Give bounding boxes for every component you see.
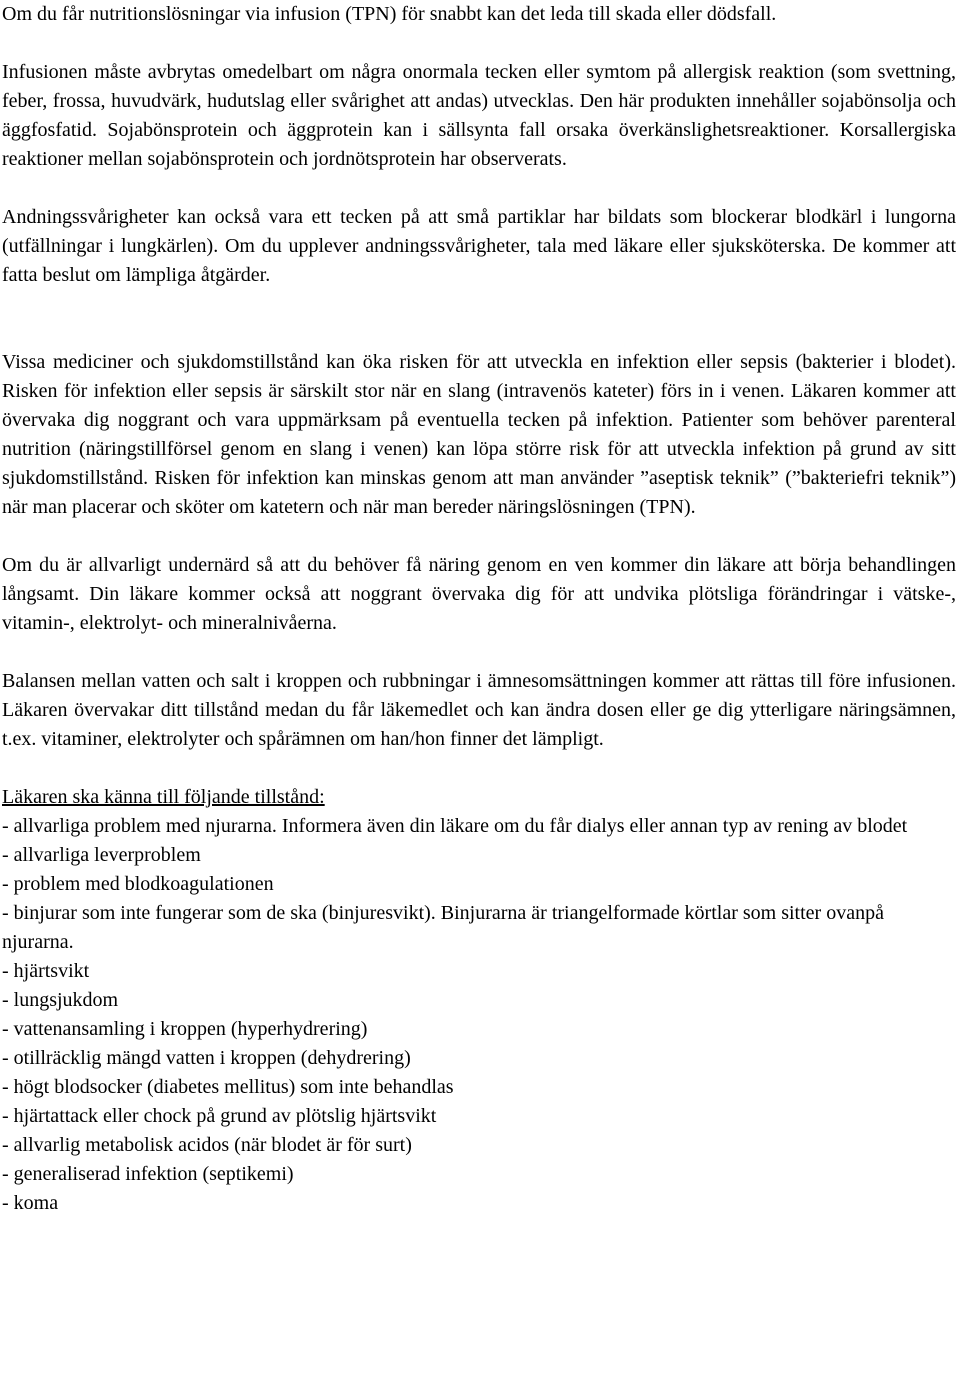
list-item: - hjärtattack eller chock på grund av plötslig hjärtsvikt <box>2 1105 437 1127</box>
paragraph-gap <box>2 754 956 783</box>
paragraph-gap <box>2 29 956 58</box>
list-item: - lungsjukdom <box>2 989 119 1011</box>
list-item: - allvarliga problem med njurarna. Informera även din läkare om du får dialys eller annan typ av rening av blodet <box>2 815 908 837</box>
paragraph-gap <box>2 522 956 551</box>
list-item: - koma <box>2 1192 59 1214</box>
paragraph-infection-risk: Vissa mediciner och sjukdomstillstånd kan öka risken för att utveckla en infektion eller sepsis (bakterier i blodet). Risken för infektion eller sepsis är särskilt stor när en slang (intravenös kateter) förs in i venen. Läkaren kommer att övervaka dig noggrant och vara uppmärksam på eventuella tecken på infektion. Patienter som behöver parenteral nutrition (näringstillförsel genom en slang i venen) kan löpa större risk för att utveckla infektion på grund av sitt sjukdomstillstånd. Risken för infektion kan minskas genom att man använder ”aseptisk teknik” (”bakteriefri teknik”) när man placerar och sköter om katetern och när man bereder näringslösningen (TPN). <box>2 351 956 518</box>
list-item: - problem med blodkoagulationen <box>2 873 274 895</box>
conditions-heading: Läkaren ska känna till följande tillstånd: <box>2 786 325 808</box>
paragraph-water-salt-balance: Balansen mellan vatten och salt i kroppen och rubbningar i ämnesomsättningen kommer att rättas till före infusionen. Läkaren övervakar ditt tillstånd medan du får läkemedlet och kan ändra dosen eller ge dig ytterligare näringsämnen, t.ex. vitaminer, elektrolyter och spårämnen om han/hon finner det lämpligt. <box>2 670 956 750</box>
conditions-list <box>2 812 956 1218</box>
paragraph-infusion-speed: Om du får nutritionslösningar via infusion (TPN) för snabbt kan det leda till skada eller dödsfall. <box>2 3 777 25</box>
paragraph-malnourished: Om du är allvarligt undernärd så att du behöver få näring genom en ven kommer din läkare att börja behandlingen långsamt. Din läkare kommer också att noggrant övervaka dig för att undvika plötsliga förändringar i vätske-, vitamin-, elektrolyt- och mineralnivåerna. <box>2 554 956 634</box>
paragraph-allergic-reaction: Infusionen måste avbrytas omedelbart om några onormala tecken eller symtom på allergisk reaktion (som svettning, feber, frossa, huvudvärk, hudutslag eller svårighet att andas) utvecklas. Den här produkten innehåller sojabönsolja och äggfosfatid. Sojabönsprotein och äggprotein kan i sällsynta fall orsaka överkänslighetsreaktioner. Korsallergiska reaktioner mellan sojabönsprotein och jordnötsprotein har observerats. <box>2 61 956 170</box>
document-page <box>2 0 956 1218</box>
list-item: - hjärtsvikt <box>2 960 90 982</box>
paragraph-gap <box>2 638 956 667</box>
list-item: - vattenansamling i kroppen (hyperhydrering) <box>2 1018 368 1040</box>
list-item: - otillräcklig mängd vatten i kroppen (dehydrering) <box>2 1047 411 1069</box>
list-item: - allvarliga leverproblem <box>2 844 201 866</box>
paragraph-gap <box>2 290 956 348</box>
paragraph-gap <box>2 174 956 203</box>
list-item: - allvarlig metabolisk acidos (när blodet är för surt) <box>2 1134 412 1156</box>
list-item: - generaliserad infektion (septikemi) <box>2 1163 294 1185</box>
list-item: - högt blodsocker (diabetes mellitus) som inte behandlas <box>2 1076 454 1098</box>
list-item: - binjurar som inte fungerar som de ska (binjuresvikt). Binjurarna är triangelformade körtlar som sitter ovanpå njurarna. <box>2 902 884 953</box>
paragraph-breathing-difficulties: Andningssvårigheter kan också vara ett tecken på att små partiklar har bildats som blockerar blodkärl i lungorna (utfällningar i lungkärlen). Om du upplever andningssvårigheter, tala med läkare eller sjuksköterska. De kommer att fatta beslut om lämpliga åtgärder. <box>2 206 956 286</box>
